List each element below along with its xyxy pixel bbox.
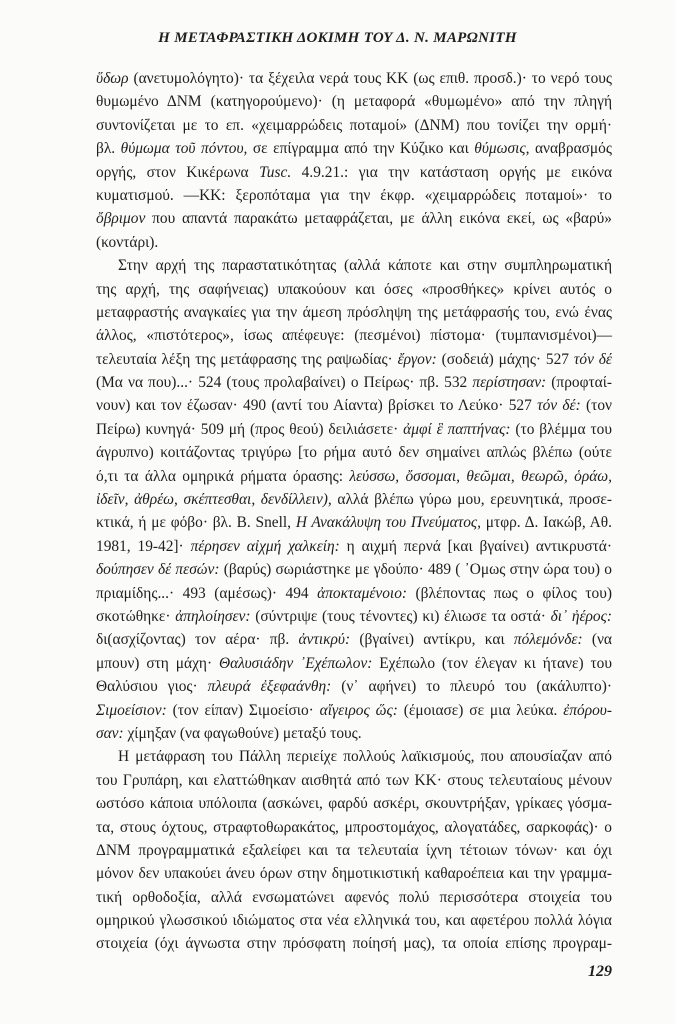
text-line	[96, 839, 612, 862]
text-segment: (έμοιασε) σε μια λεύκα.	[397, 701, 564, 719]
text-line	[96, 932, 612, 955]
italic-citation: θύμωσις,	[474, 140, 530, 158]
text-segment: Εχέπωλο (τον έλεγαν κι ήτανε) του	[372, 654, 612, 672]
italic-citation: Σιμοείσιον:	[96, 701, 167, 719]
text-segment: (το βλέμμα του	[510, 420, 612, 438]
text-line	[96, 769, 612, 792]
text-line	[96, 488, 612, 511]
text-line	[96, 90, 612, 113]
text-segment: (βαρύς) σωριάστηκε με γδούπο· 489 ( ᾿Ομως στην ώρα του) ο	[219, 561, 612, 579]
italic-citation: δούπησεν δέ πεσών:	[96, 561, 220, 579]
text-line	[96, 652, 612, 675]
text-segment: άγρυπνο) κοιτάζοντας τριγύρω [το ρήμα αυτό δεν σημαίνει απλώς βλέπω (ούτε	[96, 444, 612, 462]
text-segment: Στην αρχή της παραστατικότητας (αλλά κάποτε και στην συμπληρωματική	[118, 257, 612, 275]
italic-citation: πλευρά ἐξεφαάνθη:	[207, 678, 332, 696]
text-line	[96, 137, 612, 160]
body-text	[96, 67, 612, 956]
text-line	[96, 278, 612, 301]
text-segment: (ανετυμολόγητο)· τα ξέχειλα νερά τους ΚΚ (ως επιθ. προσδ.)· το νερό τους	[128, 70, 612, 87]
text-segment: ό,τι τα άλλα ομηρικά ρήματα όρασης:	[96, 467, 350, 485]
text-segment: οργής, στον Κικέρωνα	[96, 163, 260, 181]
italic-citation: ἔργον:	[397, 350, 437, 368]
text-segment: ωστόσο κάποια υπόλοιπα (ασκώνει, φαρδύ ασκέρι, σκουντρήξαν, γρίκαες γόσμα-	[96, 795, 612, 813]
italic-citation: Θαλυσιάδην ᾿Εχέπωλον:	[218, 654, 373, 672]
text-line	[96, 184, 612, 207]
text-segment: τική ορθοδοξία, αλλά ενσωματώνει αφενός πολύ περισσότερα στοιχεία του	[96, 888, 612, 906]
text-segment: αλλά βλέπω γύρω μου, ερευνητικά, προσε-	[331, 491, 612, 509]
text-segment: αναβρασμός	[529, 140, 612, 158]
italic-citation: θύμωμα τοῦ πόντου,	[120, 140, 248, 158]
text-segment: (βλέποντας πως ο φίλος του)	[407, 584, 612, 602]
text-segment: (Μα να που)...· 524 (τους προλαβαίνει) ο Πείρως· πβ. 532	[96, 374, 473, 392]
text-segment: (κοντάρι).	[96, 233, 159, 251]
text-line	[96, 699, 612, 722]
text-line	[96, 67, 612, 90]
italic-citation: Η Ανακάλυψη του Πνεύματος,	[295, 514, 482, 532]
text-line	[96, 324, 612, 347]
text-segment: μόνον δεν υπακούει άνευ όρων στην δημοτικιστική καθαροέπεια και την γραμμα-	[96, 865, 612, 883]
italic-citation: ἐπόρου-	[563, 701, 612, 719]
italic-citation: τόν δέ	[573, 350, 612, 368]
text-segment: σκοτώθηκε·	[96, 607, 176, 625]
text-segment: κυματισμού. —ΚΚ: ξεροπόταμα για την έκφρ. «χειμαρρώδεις ποταμοί»· το	[96, 186, 612, 204]
text-segment: (σοδειά) μάχης· 527	[436, 350, 574, 368]
running-header: Η ΜΕΤΑΦΡΑΣΤΙΚΗ ΔΟΚΙΜΗ ΤΟΥ Δ. Ν. ΜΑΡΩΝΙΤΗ	[158, 30, 517, 46]
italic-citation: ἀμφί ἓ παπτήνας:	[403, 420, 511, 438]
text-segment: (βγαίνει) αντίκρυ, και	[350, 631, 514, 649]
italic-citation: ἰδεῖν, ἀθρέω, σκέπτεσθαι, δενδίλλειν),	[96, 491, 332, 509]
text-segment: άλλος, «πιστότερος», ίσως απέφευγε: (πεσμένοι) πίστομα· (τυμπανισμένοι)—	[96, 327, 612, 345]
text-segment: (τον	[580, 397, 613, 415]
text-segment: μτφρ. Δ. Ιακώβ, Αθ.	[481, 514, 612, 532]
text-segment: η αιχμή περνά [και βγαίνει) αντικρυστά·	[339, 537, 612, 555]
text-line	[96, 675, 612, 698]
text-line	[96, 745, 612, 768]
text-segment: Θαλύσιου γιος·	[96, 678, 208, 696]
italic-citation: πόλεμόνδε:	[513, 631, 583, 649]
text-line	[96, 371, 612, 394]
text-segment: συντονίζεται με το επ. «χειμαρρώδεις ποταμοί» (ΔΝΜ) που τονίζει την ορμή·	[96, 116, 612, 134]
text-segment: που απαντά παρακάτω μεταφράζεται, με άλλη εικόνα εκεί, ως «βαρύ»	[145, 210, 612, 228]
text-segment: χίμηξαν (να φαγωθούνε) μεταξύ τους.	[123, 724, 362, 742]
italic-citation: λεύσσω, ὄσσομαι, θεῶμαι, θεωρῶ, ὁράω,	[349, 467, 613, 485]
italic-citation: ἀντικρύ:	[298, 631, 351, 649]
italic-citation: Tusc.	[259, 163, 292, 181]
italic-citation: τόν δέ:	[537, 397, 581, 415]
italic-citation: ὄβριμον	[96, 210, 146, 228]
text-segment: πριαμίδης...· 493 (αμέσως)· 494	[96, 584, 318, 602]
text-segment: κτικά, ή με φόβο· βλ. B. Snell,	[96, 514, 296, 532]
page-number: 129	[588, 963, 612, 980]
italic-citation: ἀποκταμένοιο:	[317, 584, 408, 602]
text-line	[96, 394, 612, 417]
italic-citation: περίστησαν:	[472, 374, 547, 392]
text-line	[96, 348, 612, 371]
text-line	[96, 511, 612, 534]
text-segment: του Γρυπάρη, και ελαττώθηκαν αισθητά από των ΚΚ· στους τελευταίους μένουν	[96, 771, 612, 789]
text-line	[96, 816, 612, 839]
text-line	[96, 418, 612, 441]
italic-citation: ἀπηλοίησεν:	[175, 607, 251, 625]
text-segment: ομηρικού γλωσσικού ιδιώματος στα νέα ελληνικά του, και αφετέρου πολλά λόγια	[96, 912, 612, 930]
text-line	[96, 722, 612, 745]
text-line	[96, 909, 612, 932]
text-segment: 1981, 19-42]·	[96, 537, 191, 555]
text-line	[96, 558, 612, 581]
italic-citation: ὕδωρ	[96, 70, 129, 87]
text-line	[96, 792, 612, 815]
text-line	[96, 114, 612, 137]
text-segment: Πείρω) κυνηγά· 509 μή (προς θεού) δειλιάσετε·	[96, 420, 404, 438]
text-segment: μεταφραστής αναγκαίες για την άμεση πρόσληψη της μετάφρασής του, ενώ ένας	[96, 303, 612, 321]
text-segment: (προφταί-	[546, 374, 612, 392]
text-line	[96, 605, 612, 628]
text-segment: ΔΝΜ προγραμματικά εξαλείφει και τα τελευταία ίχνη τέτοιων τόνων· και όχι	[96, 841, 612, 859]
text-segment: (ν᾽ αφήνει) το πλευρό του (ακάλυπτο)·	[331, 678, 612, 696]
italic-citation: πέρησεν αἰχμή χαλκείη:	[190, 537, 340, 555]
text-segment: (να	[582, 631, 612, 649]
text-segment: 4.9.21.: για την κατάσταση οργής με εικόνα	[291, 163, 613, 181]
text-segment: (σύντριψε (τους τένοντες) κι) έλιωσε τα οστά·	[250, 607, 551, 625]
text-segment: στοιχεία (όχι άγνωστα στην πρόσφατη ποίησή μας), τα οποία επίσης προγραμ-	[96, 935, 612, 953]
text-line	[96, 582, 612, 605]
text-line	[96, 207, 612, 230]
text-line	[96, 301, 612, 324]
text-segment: σε επίγραμμα από την Κύζικο και	[247, 140, 475, 158]
text-segment: Η μετάφραση του Πάλλη περιείχε πολλούς λαϊκισμούς, που απουσίαζαν από	[118, 748, 612, 766]
text-line	[96, 628, 612, 651]
text-segment: τα, στους όχτους, στραφτοθωρακάτος, μπροστομάχος, αλογατάδες, σαρκοφάς)· ο	[96, 818, 612, 836]
text-line	[96, 862, 612, 885]
text-segment: της αρχή, της σαφήνειας) υπακούουν και όσες «προσθήκες» κρίνει αυτός ο	[96, 280, 612, 298]
italic-citation: αἴγειρος ὥς:	[319, 701, 398, 719]
italic-citation: δι᾽ ἠέρος:	[550, 607, 612, 625]
text-segment: (τον είπαν) Σιμοείσιο·	[166, 701, 320, 719]
italic-citation: σαν:	[96, 724, 124, 742]
text-segment: θυμωμένο ΔΝΜ (κατηγορούμενο)· (η μεταφορά «θυμωμένο» από την πληγή	[96, 93, 612, 111]
text-line	[96, 535, 612, 558]
text-line	[96, 886, 612, 909]
text-line	[96, 231, 612, 254]
text-line	[96, 441, 612, 464]
text-segment: νουν) και τον έζωσαν· 490 (αντί του Αίαντα) βρίσκει το Λεύκο· 527	[96, 397, 538, 415]
text-segment: τελευταία λέξη της μετάφρασης της ραψωδίας·	[96, 350, 398, 368]
text-line	[96, 161, 612, 184]
text-segment: δι(ασχίζοντας) τον αέρα· πβ.	[96, 631, 299, 649]
text-segment: βλ.	[96, 140, 121, 158]
text-line	[96, 254, 612, 277]
text-line	[96, 465, 612, 488]
text-segment: μπουν) στη μάχη·	[96, 654, 219, 672]
